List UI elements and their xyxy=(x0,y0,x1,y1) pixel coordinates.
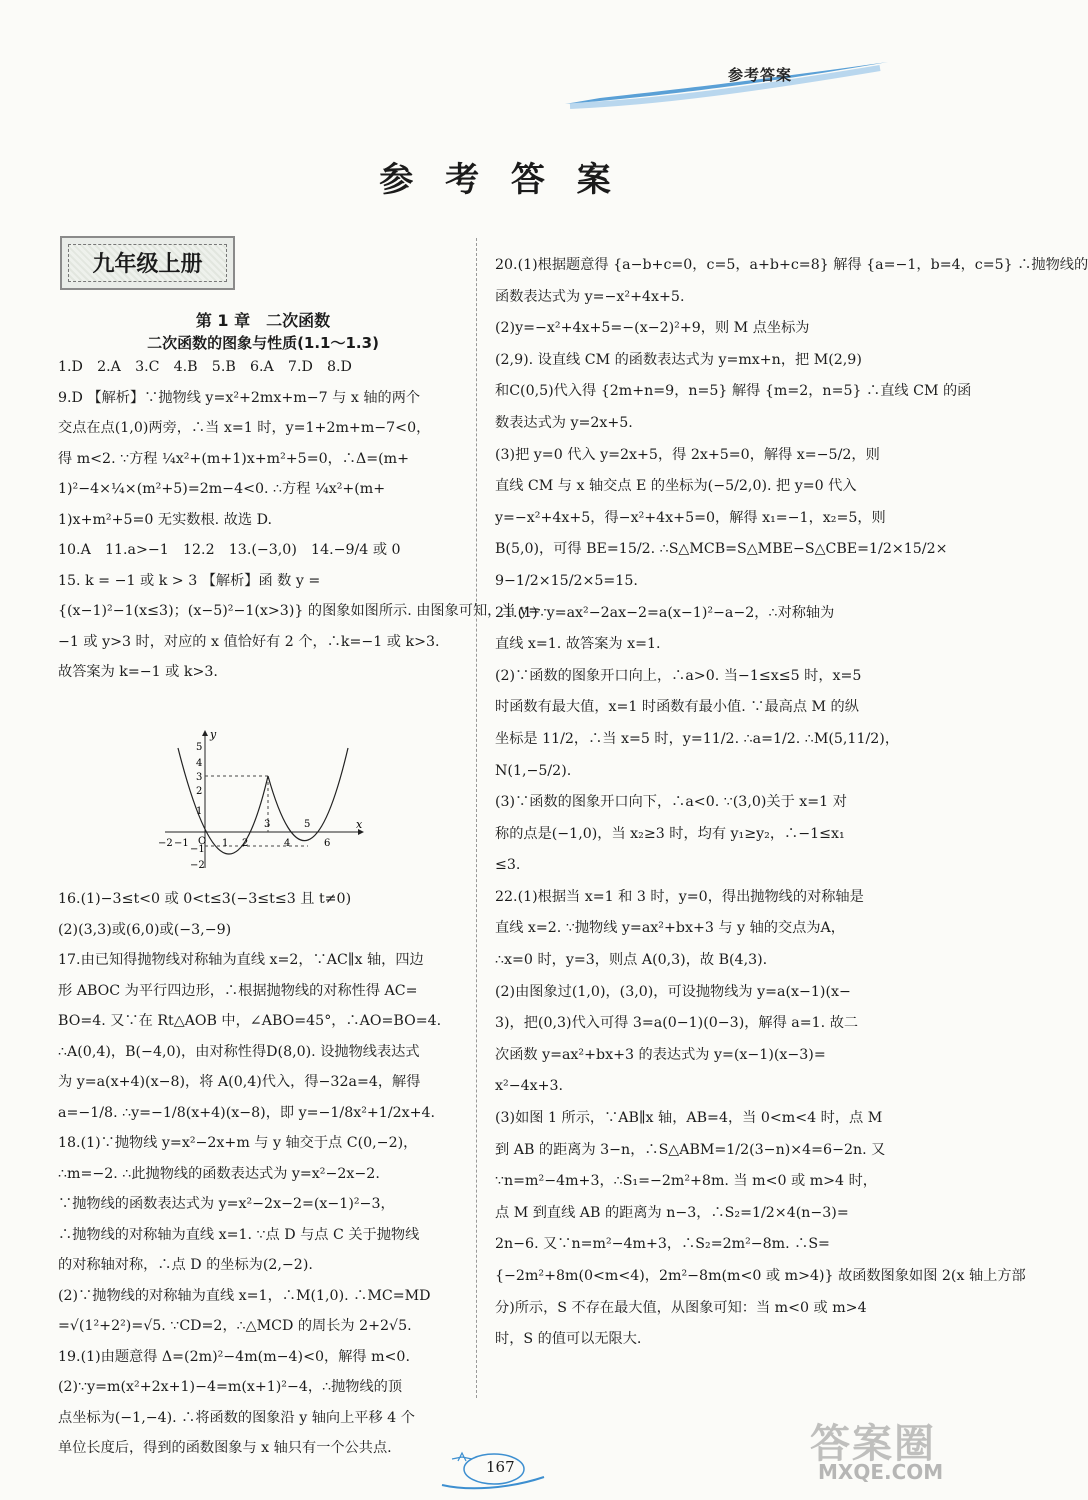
answer-line: 21.(1)∵y=ax²−2ax−2=a(x−1)²−a−2，∴对称轴为 xyxy=(495,604,835,621)
answer-line: 16.(1)−3≤t<0 或 0<t≤3(−3≤t≤3 且 t≠0) xyxy=(58,891,352,907)
y-tick-label: 5 xyxy=(196,742,203,753)
answer-line: −1 或 y>3 时，对应的 x 值恰好有 2 个，∴k=−1 或 k>3. xyxy=(58,633,440,650)
watermark-logo: 答案圈 xyxy=(810,1421,936,1467)
right-column xyxy=(495,250,1088,1356)
answer-line: (2)y=−x²+4x+5=−(x−2)²+9，则 M 点坐标为 xyxy=(495,320,810,337)
x-tick-label: 1 xyxy=(222,838,229,849)
answer-line: (3)如图 1 所示，∵AB∥x 轴，AB=4，当 0<m<4 时，点 M xyxy=(495,1110,883,1127)
answer-line: 点坐标为(−1,−4). ∴将函数的图象沿 y 轴向上平移 4 个 xyxy=(58,1409,415,1426)
answer-line: 到 AB 的距离为 3−n，∴S△ABM=1/2(3−n)×4=6−2n. 又 xyxy=(495,1141,886,1158)
answer-line: 时函数有最大值，x=1 时函数有最小值. ∵最高点 M 的纵 xyxy=(495,699,859,716)
answer-line: (2)(3,3)或(6,0)或(−3,−9) xyxy=(58,921,232,938)
answer-line: ∴x=0 时，y=3，则点 A(0,3)，故 B(4,3). xyxy=(495,952,768,969)
answer-line: ∵n=m²−4m+3，∴S₁=−2m²+8m. 当 m<0 或 m>4 时， xyxy=(495,1173,877,1190)
answer-line: 10.A 11.a>−1 12.2 13.(−3,0) 14.−9/4 或 0 xyxy=(58,542,401,558)
answer-line: (2,9). 设直线 CM 的函数表达式为 y=mx+n，把 M(2,9) xyxy=(495,351,862,368)
answer-line: 2n−6. 又∵n=m²−4m+3，∴S₂=2m²−8m. ∴S= xyxy=(495,1236,830,1253)
y-tick-label: 1 xyxy=(196,806,203,817)
page-title: 参 考 答 案 xyxy=(379,160,621,200)
answer-line: 数表达式为 y=2x+5. xyxy=(495,414,633,431)
answer-line: 19.(1)由题意得 Δ=(2m)²−4m(m−4)<0，解得 m<0. xyxy=(58,1348,410,1365)
answer-line: 次函数 y=ax²+bx+3 的表达式为 y=(x−1)(x−3)= xyxy=(495,1046,826,1063)
chapter-title: 第 1 章 二次函数 xyxy=(195,311,331,330)
answer-line: 直线 x=2. ∵抛物线 y=ax²+bx+3 与 y 轴的交点为A， xyxy=(495,920,845,937)
x-tick-label: 4 xyxy=(284,838,291,849)
answer-line: {(x−1)²−1(x≤3)；(x−5)²−1(x>3)} 的图象如图所示. 由图象可知，当 y= xyxy=(58,603,540,619)
answer-line: 15. k = −1 或 k > 3 【解析】函 数 y = xyxy=(58,572,321,589)
answer-line: 为 y=a(x+4)(x−8)，将 A(0,4)代入，得−32a=4，解得 xyxy=(58,1074,421,1090)
answer-line: 1)²−4×¼×(m²+5)=2m−4<0. ∴方程 ¼x²+(m+ xyxy=(58,481,386,497)
answer-line: ∴抛物线的对称轴为直线 x=1. ∵点 D 与点 C 关于抛物线 xyxy=(58,1226,420,1243)
answer-line: 函数表达式为 y=−x²+4x+5. xyxy=(495,288,685,305)
answer-line: 17.由已知得抛物线对称轴为直线 x=2，∵AC∥x 轴，四边 xyxy=(58,952,424,968)
answer-line: (3)∵函数的图象开口向下，∴a<0. ∵(3,0)关于 x=1 对 xyxy=(495,794,847,811)
y-tick-label: 3 xyxy=(196,772,203,783)
left-column-part1 xyxy=(58,352,540,688)
answer-line: 和C(0,5)代入得 {2m+n=9，n=5} 解得 {m=2，n=5} ∴直线 CM 的函 xyxy=(495,383,972,400)
x-axis-label: x xyxy=(356,818,363,831)
y-tick-label: 4 xyxy=(196,758,203,769)
answer-line: 直线 CM 与 x 轴交点 E 的坐标为(−5/2,0). 把 y=0 代入 xyxy=(495,478,857,495)
x-tick-label: −1 xyxy=(174,838,189,849)
answer-line: BO=4. 又∵在 Rt△AOB 中，∠ABO=45°，∴AO=BO=4. xyxy=(58,1013,442,1029)
answer-line: 1.D 2.A 3.C 4.B 5.B 6.A 7.D 8.D xyxy=(58,359,352,375)
answer-line: 称的点是(−1,0)，当 x₂≥3 时，均有 y₁≥y₂，∴−1≤x₁ xyxy=(495,825,845,842)
answer-line: 直线 x=1. 故答案为 x=1. xyxy=(495,636,661,653)
answer-line: 故答案为 k=−1 或 k>3. xyxy=(58,664,218,680)
answer-line: 9−1/2×15/2×5=15. xyxy=(495,572,638,589)
answer-line: (2)∵y=m(x²+2x+1)−4=m(x+1)²−4，∴抛物线的顶 xyxy=(58,1379,403,1395)
answer-line: (2)∵抛物线的对称轴为直线 x=1，∴M(1,0). ∴MC=MD xyxy=(58,1287,431,1304)
answer-line: 得 m<2. ∵方程 ¼x²+(m+1)x+m²+5=0，∴Δ=(m+ xyxy=(58,450,410,467)
answer-line: 单位长度后，得到的函数图象与 x 轴只有一个公共点. xyxy=(58,1440,392,1456)
answer-line: 3)，把(0,3)代入可得 3=a(0−1)(0−3)，解得 a=1. 故二 xyxy=(495,1015,859,1032)
answer-line: ∴m=−2. ∴此抛物线的函数表达式为 y=x²−2x−2. xyxy=(58,1165,380,1182)
section-title: 二次函数的图象与性质(1.1～1.3) xyxy=(147,334,379,352)
answer-line: 点 M 到直线 AB 的距离为 n−3，∴S₂=1/2×4(n−3)= xyxy=(495,1204,849,1221)
watermark-url: MXQE.COM xyxy=(818,1460,944,1484)
header-swoosh xyxy=(560,58,890,110)
answer-line: 18.(1)∵抛物线 y=x²−2x+m 与 y 轴交于点 C(0,−2)， xyxy=(58,1135,418,1151)
y-tick-label: −1 xyxy=(190,844,205,855)
answer-line: ∴A(0,4)，B(−4,0)，由对称性得D(8,0). 设抛物线表达式 xyxy=(58,1043,420,1060)
answer-line: ∵抛物线的函数表达式为 y=x²−2x−2=(x−1)²−3， xyxy=(58,1196,395,1212)
answer-line: x²−4x+3. xyxy=(495,1078,564,1095)
volume-title: 九年级上册 xyxy=(92,252,203,277)
answer-line: {−2m²+8m(0<m<4)，2m²−8m(m<0 或 m>4)} 故函数图象如图 2(x 轴上方部 xyxy=(495,1268,1026,1284)
y-tick-label: 2 xyxy=(196,786,203,797)
answer-line: ≤3. xyxy=(495,857,521,874)
answer-line: a=−1/8. ∴y=−1/8(x+4)(x−8)，即 y=−1/8x²+1/2x+4. xyxy=(58,1104,436,1121)
answer-line: 分)所示，S 不存在最大值，从图象可知：当 m<0 或 m>4 xyxy=(495,1299,867,1316)
volume-badge xyxy=(60,236,235,290)
y-axis-label: y xyxy=(210,728,217,741)
x-tick-label: 5 xyxy=(304,819,311,830)
y-axis-arrow xyxy=(202,730,208,736)
answer-line: 20.(1)根据题意得 {a−b+c=0，c=5，a+b+c=8} 解得 {a=−1，b=4，c=5} ∴抛物线的 xyxy=(495,257,1088,273)
answer-line: =√(1²+2²)=√5. ∵CD=2，∴△MCD 的周长为 2+2√5. xyxy=(58,1318,412,1334)
answer-line: N(1,−5/2). xyxy=(495,762,572,779)
answer-line: B(5,0)，可得 BE=15/2. ∴S△MCB=S△MBE−S△CBE=1/2×15/2× xyxy=(495,541,948,558)
function-graph xyxy=(160,728,365,876)
column-divider xyxy=(476,238,477,1398)
x-tick-label: 2 xyxy=(242,838,249,849)
x-tick-label: −2 xyxy=(158,838,173,849)
y-tick-label: −2 xyxy=(190,860,205,871)
page-number: 167 xyxy=(486,1458,515,1476)
answer-line: (2)由图象过(1,0)，(3,0)，可设抛物线为 y=a(x−1)(x− xyxy=(495,983,851,1000)
answer-line: (2)∵函数的图象开口向上，∴a>0. 当−1≤x≤5 时，x=5 xyxy=(495,667,862,684)
answer-line: y=−x²+4x+5，得−x²+4x+5=0，解得 x₁=−1，x₂=5，则 xyxy=(495,509,886,526)
answer-line: 1)x+m²+5=0 无实数根. 故选 D. xyxy=(58,511,272,528)
answer-line: 9.D 【解析】∵抛物线 y=x²+2mx+m−7 与 x 轴的两个 xyxy=(58,389,421,406)
answer-line: 形 ABOC 为平行四边形，∴根据抛物线的对称性得 AC= xyxy=(58,982,418,999)
origin-label: O xyxy=(198,836,207,847)
answer-line: 时，S 的值可以无限大. xyxy=(495,1331,642,1348)
answer-line: (3)把 y=0 代入 y=2x+5，得 2x+5=0，解得 x=−5/2，则 xyxy=(495,446,880,463)
x-tick-label: 6 xyxy=(324,838,331,849)
answer-line: 交点在点(1,0)两旁，∴当 x=1 时，y=1+2m+m−7<0， xyxy=(58,420,431,436)
answer-line: 的对称轴对称，∴点 D 的坐标为(2,−2). xyxy=(58,1257,313,1273)
answer-line: 22.(1)根据当 x=1 和 3 时，y=0，得出抛物线的对称轴是 xyxy=(495,888,864,905)
left-column-part2 xyxy=(58,884,468,1464)
answer-line: 坐标是 11/2，∴当 x=5 时，y=11/2. ∴a=1/2. ∴M(5,11/2)， xyxy=(495,730,900,747)
x-tick-label: 3 xyxy=(264,819,271,830)
header-label: 参考答案 xyxy=(728,66,793,84)
